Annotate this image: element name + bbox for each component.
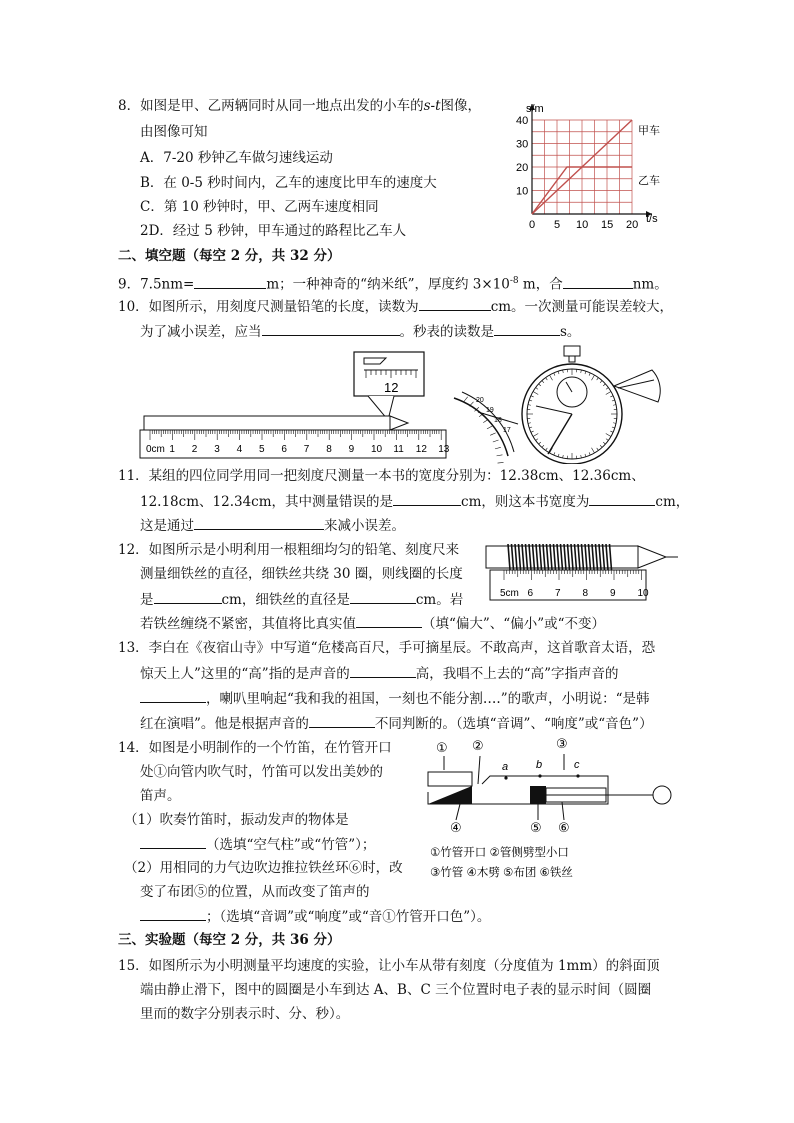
ruler-tick-label: 11 [393,444,404,455]
scale-tick [464,397,468,402]
x-axis-label: t/s [646,213,658,225]
answer-blank[interactable] [194,515,324,530]
y-tick-label: 40 [516,115,529,127]
answer-blank[interactable] [589,491,655,506]
ruler-pencil-figure [136,346,452,462]
q15-line2: 端由静止滑下，图中的圆圈是小车到达 A、B、C 三个位置时电子表的显示时间（圆圈 [140,982,652,998]
fig-number: ③ [556,736,568,751]
ruler-tick-label: 6 [527,588,534,599]
x-tick-label: 5 [554,219,561,231]
answer-blank[interactable] [262,321,400,336]
q13-line4: 红在演唱”。他是根据声音的 不同判断的。（选填“音调”、“响度”或“音色”） [140,713,653,734]
ruler-tick-label: 7 [555,588,561,599]
scale-tick [495,447,501,449]
fig-number: ⑤ [530,820,542,835]
y-tick-label: 10 [516,185,529,198]
wire-coil-figure [480,524,684,604]
ruler-tick-label: 6 [281,444,287,455]
answer-blank[interactable] [563,274,633,289]
q14-line1: 14．如图是小明制作的一个竹笛，在竹管开口 [118,740,392,756]
q14-line5: （选填“空气柱”或“竹管”）； [140,834,375,855]
watch-scale-label: 17 [503,427,511,434]
answer-blank[interactable] [309,713,375,728]
q12-line4: 若铁丝缠绕不紧密，其值将比真实值 （填“偏大”、“偏小”或“不变） [140,613,605,634]
q13-line1: 13．李白在《夜宿山寺》中写道“危楼高百尺，手可摘星辰。不敢高声，这首歌音太语，恐 [118,640,656,656]
ruler-tick-label: 4 [236,444,243,455]
fig-number: ① [436,740,448,755]
answer-blank[interactable] [140,834,206,849]
section-2-title: 二、填空题（每空 2 分，共 32 分） [118,248,341,264]
scale-tick [487,426,492,429]
q15-line3: 里而的数字分别表示时、分、秒）。 [140,1006,350,1022]
section-3-title: 三、实验题（每空 2 分，共 36 分） [118,932,341,948]
q13-line2: 惊天上人”这里的“高”指的是声音的 高，我唱不上去的“高”字指声音的 [140,663,619,684]
q11-line3: 这是通过 来减小误差。 [140,515,405,536]
answer-blank[interactable] [140,688,206,703]
scale-tick [498,462,504,463]
watch-scale-label: 18 [494,417,502,424]
ruler-tick-label: 7 [303,444,310,455]
ruler-tick-label: 5 [259,444,265,455]
y-axis-label: s/m [526,103,544,115]
q14-line8: ；（选填“音调”或“响度”或“音①竹管开口色”）。 [140,906,490,927]
flute-figure [420,734,682,882]
q14-line4: （1）吹奏竹笛时，振动发声的物体是 [124,812,349,828]
q14-line6: （2）用相同的力气边吹边推拉铁丝环⑥时，改 [124,860,403,876]
answer-blank[interactable] [350,589,416,604]
ruler-tick-label: 10 [371,444,383,455]
fig-number: ④ [450,820,462,835]
q8-option-c: C．第 10 秒钟时，甲、乙两车速度相同 [140,199,379,215]
q15-line1: 15．如图所示为小明测量平均速度的实验，让小车从带有刻度（分度值为 1mm）的斜面顶 [118,958,660,974]
ruler-tick-label: 9 [610,588,616,599]
hole-label: a [502,761,509,773]
scale-tick [497,455,503,456]
watch-scale-label: 19 [486,407,494,414]
st-chart [508,98,698,248]
y-tick-label: 30 [516,138,529,151]
q12-line2: 测量细铁丝的直径，细铁丝共绕 30 圈，则线圈的长度 [140,566,463,582]
x-tick-label: 10 [576,219,589,231]
answer-blank[interactable] [419,296,491,311]
fig-legend: ③竹管 ④木劈 ⑤布团 ⑥铁丝 [430,867,573,879]
answer-blank[interactable] [140,906,206,921]
ruler-tick-label: 8 [326,444,332,455]
x-tick-label: 20 [626,219,639,231]
ruler-tick-label: 8 [582,588,589,599]
x-tick-label: 15 [601,219,614,231]
ruler-tick-label: 1 [169,444,175,455]
ruler-tick-label: 9 [348,444,355,455]
stopwatch-figure [448,342,668,464]
ruler-tick-label: 3 [214,444,220,455]
ruler-tick-label: 12 [415,444,427,455]
x-tick-label: 0 [529,219,536,231]
series-label-jia: 甲车 [638,125,660,137]
q11-line2: 12.18cm、12.34cm，其中测量错误的是 cm，则这本书宽度为 cm， [140,491,689,512]
ruler-tick-label: 2 [191,444,198,455]
zoom-label: 12 [384,380,399,395]
hole-label: b [536,759,543,771]
fig-legend: ①竹管开口 ②管侧劈型小口 [430,847,569,859]
q14-line3: 笛声。 [140,788,181,804]
scale-tick [490,433,495,435]
q10-line2: 为了减小误差，应当 。秒表的读数是 s。 [140,321,580,342]
fig-number: ② [472,738,484,753]
q13-line3: ，喇叭里响起“我和我的祖国，一刻也不能分割….”的歌声，小明说：“是韩 [140,688,650,709]
q14-line2: 处①向管内吹气时，竹笛可以发出美妙的 [140,764,383,780]
ruler-tick-label: 13 [438,444,450,455]
q8-stem: 8．如图是甲、乙两辆同时从同一地点出发的小车的s-t图像， [118,98,482,114]
scale-tick [483,419,488,422]
q9: 9．7.5nm= m；一种神奇的“纳米纸”，厚度约 $3\times 10^{-8}$ m，合 nm。 [118,271,668,295]
q8-stem-cont: 由图像可知 [140,124,208,140]
q8-option-d: 2D．经过 5 秒钟，甲车通过的路程比乙车人 [140,223,407,239]
answer-blank[interactable] [194,274,266,289]
q8-option-a: A．7-20 秒钟乙车做匀速线运动 [140,150,333,166]
watch-scale-label: 20 [476,397,484,404]
answer-blank[interactable] [154,589,222,604]
ruler-tick-label: 0cm [146,444,165,455]
answer-blank[interactable] [356,613,422,628]
series-label-yi: 乙车 [638,175,660,187]
ruler-tick-label: 5cm [500,588,519,599]
q8-option-b: B．在 0-5 秒时间内，乙车的速度比甲车的速度大 [140,175,437,191]
answer-blank[interactable] [494,321,560,336]
q11-line1: 11．某组的四位同学用同一把刻度尺测量一本书的宽度分别为：12.38cm、12.36cm、 [118,468,645,484]
q14-line7: 变了布团⑤的位置，从而改变了笛声的 [140,884,370,900]
fig-number: ⑥ [558,820,570,835]
q12-line1: 12．如图所示是小明利用一根粗细均匀的铅笔、刻度尺来 [118,542,460,558]
q12-line3: 是 cm，细铁丝的直径是 cm。岩 [140,589,463,610]
answer-blank[interactable] [350,663,416,678]
q10-line1: 10．如图所示，用刻度尺测量铅笔的长度，读数为 cm。一次测量可能误差较大， [118,296,673,317]
y-tick-label: 20 [516,162,529,174]
answer-blank[interactable] [393,491,461,506]
ruler-tick-label: 10 [637,588,649,599]
scale-tick [493,440,499,442]
hole-label: c [574,759,580,771]
